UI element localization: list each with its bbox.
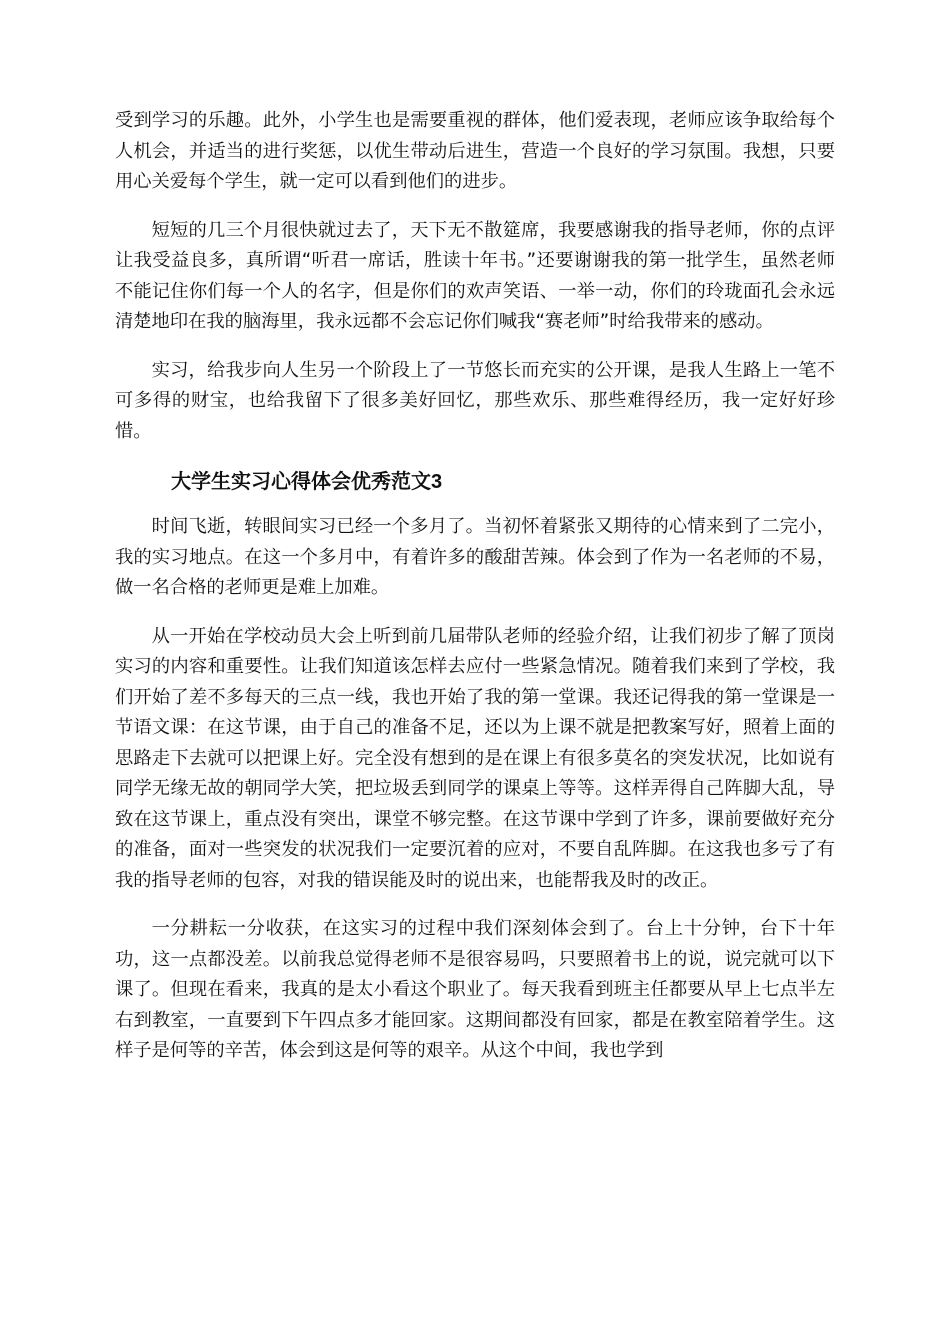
paragraph-hard-work: 一分耕耘一分收获，在这实习的过程中我们深刻体会到了。台上十分钟，台下十年功，这一点都没差。以前我总觉得老师不是很容易吗，只要照着书上的说，说完就可以下课了。但现在看来，我真的是太小看这个职业了。每天我看到班主任都要从早上七点半左右到教室，一直要到下午四点多才能回家。这期间都没有回家，都是在教室陪着学生。这样子是何等的辛苦，体会到这是何等的艰辛。从这个中间，我也学到 <box>115 918 835 1061</box>
paragraph-internship-summary: 实习，给我步向人生另一个阶段上了一节悠长而充实的公开课，是我人生路上一笔不可多得的财宝，也给我留下了很多美好回忆，那些欢乐、那些难得经历，我一定好好珍惜。 <box>115 359 835 442</box>
section-heading-text: 大学生实习心得体会优秀范文 <box>171 469 431 493</box>
paragraph-intro: 时间飞逝，转眼间实习已经一个多月了。当初怀着紧张又期待的心情来到了二完小，我的实习地点。在这一个多月中，有着许多的酸甜苦辣。体会到了作为一名老师的不易，做一名合格的老师更是难上加难。 <box>115 516 835 598</box>
paragraph-first-lesson: 从一开始在学校动员大会上听到前几届带队老师的经验介绍，让我们初步了解了顶岗实习的内容和重要性。让我们知道该怎样去应付一些紧急情况。随着我们来到了学校，我们开始了差不多每天的三点一线，我也开始了我的第一堂课。我还记得我的第一堂课是一节语文课：在这节课，由于自己的准备不足，还以为上课不就是把教案写好，照着上面的思路走下去就可以把课上好。完全没有想到的是在课上有很多莫名的突发状况，比如说有同学无缘无故的朝同学大笑，把垃圾丢到同学的课桌上等等。这样弄得自己阵脚大乱，导致在这节课上，重点没有突出，课堂不够完整。在这节课中学到了许多，课前要做好充分的准备，面对一些突发的状况我们一定要沉着的应对，不要自乱阵脚。在这我也多亏了有我的指导老师的包容，对我的错误能及时的说出来，也能帮我及时的改正。 <box>115 625 835 891</box>
document-page <box>115 106 835 1085</box>
section-heading <box>171 465 835 498</box>
paragraph-continued: 受到学习的乐趣。此外，小学生也是需要重视的群体，他们爱表现，老师应该争取给每个人机会，并适当的进行奖惩，以优生带动后进生，营造一个良好的学习氛围。我想，只要用心关爱每个学生，就一定可以看到他们的进步。 <box>115 110 835 192</box>
section-heading-number: 3 <box>431 471 443 493</box>
paragraph-thanks: 短短的几三个月很快就过去了，天下无不散筵席，我要感谢我的指导老师，你的点评让我受益良多，真所谓“听君一席话，胜读十年书。”还要谢谢我的第一批学生，虽然老师不能记住你们每一个人的名字，但是你们的欢声笑语、一举一动，你们的玲珑面孔会永远清楚地印在我的脑海里，我永远都不会忘记你们喊我“赛老师”时给我带来的感动。 <box>115 219 835 332</box>
